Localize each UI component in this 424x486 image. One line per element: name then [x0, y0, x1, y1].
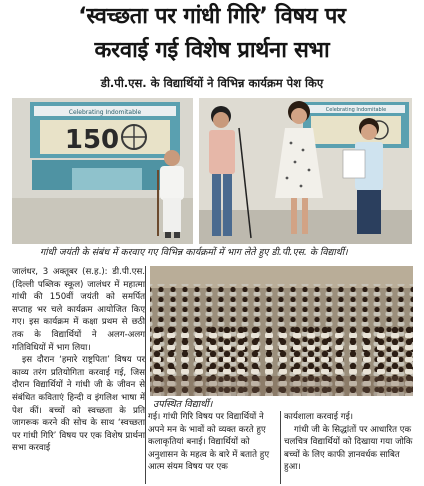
article-column-2	[148, 411, 277, 474]
article-paragraph: जालंधर, 3 अक्तूबर (स.ह.): डी.पी.एस. (दिल्ली पब्लिक स्कूल) जालंधर में महात्मा गांधी की 150वीं जयंती को समर्पित सप्ताह भर चले कार्यक्रम आयोजित किए गए। इस कार्यक्रम में कक्षा प्रथम से छठी तक के विद्यार्थियों ने अलग-अलग गतिविधियों में भाग लिया।	[12, 267, 145, 353]
article-paragraph: इस दौरान ‘हमारे राष्ट्रपिता’ विषय पर काव्य तरंग प्रतियोगिता करवाई गई, जिस दौरान विद्यार्थियों ने गांधी जी के जीवन से संबंधित कविताएं हिन्दी व इंगलिश भाषा में पेश कीं। बच्चों को स्वच्छता के प्रति जागरूक करने की सोच के साथ ‘स्वच्छता पर गांधी गिरि’ विषय पर एक विशेष प्रार्थना सभा करवाई	[12, 355, 145, 454]
headline-line-1: ‘स्वच्छता पर गांधी गिरि’ विषय पर	[78, 4, 346, 29]
article-column-1	[12, 266, 145, 455]
article-paragraph: कार्यशाला करवाई गई।	[284, 412, 354, 422]
article-column-3	[284, 411, 413, 474]
photo-students-audience	[150, 266, 413, 396]
subheading: डी.पी.एस. के विद्यार्थियों ने विभिन्न कार्यक्रम पेश किए	[100, 76, 324, 90]
column-rule-1	[145, 266, 146, 484]
headline-line-2: करवाई गई विशेष प्रार्थना सभा	[94, 38, 330, 63]
article-paragraph: गांधी जी के सिद्धांतों पर आधारित एक चलचित्र विद्यार्थियों को दिखाया गया जोकि बच्चों के लिए काफी ज्ञानवर्धक साबित हुआ।	[284, 424, 413, 473]
photo2-board-text: Celebrating Indomitable	[325, 107, 387, 113]
photo1-board-text: Celebrating Indomitable	[68, 109, 142, 116]
photo-caption-students: उपस्थित विद्यार्थी।	[153, 399, 213, 410]
photo1-banner-number: 150	[64, 125, 120, 155]
column-rule-2	[280, 411, 281, 484]
photo-gandhi-costume	[12, 98, 193, 244]
photo-caption-top: गांधी जयंती के संबंध में करवाए गए विभिन्न कार्यक्रमों में भाग लेते हुए डी.पी.एस. के विद्यार्थी।	[40, 247, 348, 258]
photo-children-performing	[199, 98, 412, 244]
article-paragraph: गई। गांधी गिरि विषय पर विद्यार्थियों ने अपने मन के भावों को व्यक्त करते हुए कलाकृतियां बनाई। विद्यार्थियों को अनुशासन के महत्व के बारे में बताते हुए आत्म संयम विषय पर एक	[148, 412, 270, 473]
